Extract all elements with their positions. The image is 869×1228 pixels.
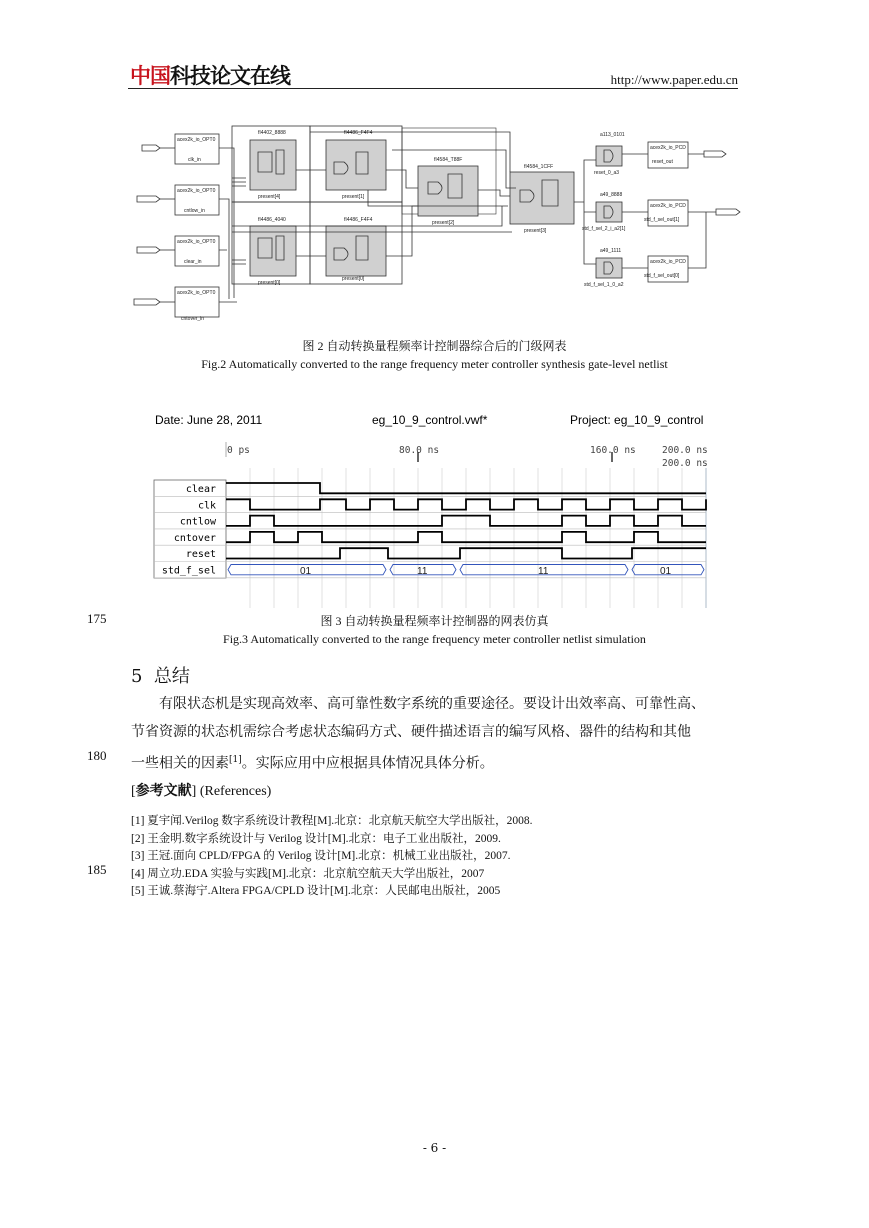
time-tick: 80.0 ns bbox=[399, 445, 440, 456]
conclusion-paragraph bbox=[131, 690, 741, 778]
time-tick: 0 ps bbox=[227, 445, 250, 456]
reference-list bbox=[131, 813, 533, 901]
bracket: [ bbox=[131, 784, 136, 799]
out-block-title: acex2k_io_PCD bbox=[650, 145, 686, 151]
input-label: clear_in bbox=[184, 259, 202, 265]
signal-name: reset bbox=[185, 549, 216, 561]
logo-red-text: 中国 bbox=[130, 64, 170, 88]
input-label: cntover_in bbox=[181, 316, 205, 322]
time-end: 200.0 ns bbox=[662, 458, 708, 469]
header-rule bbox=[128, 88, 738, 89]
section-title: 总结 bbox=[153, 666, 190, 687]
page-number: - 6 - bbox=[422, 1141, 447, 1155]
gate-label: a113_0101 bbox=[600, 132, 625, 138]
gate-label: a49_8888 bbox=[600, 192, 623, 198]
output-label: std_f_sel_out[0] bbox=[644, 273, 680, 279]
input-label: clk_in bbox=[188, 157, 201, 163]
signal-name: cntover bbox=[173, 532, 216, 544]
figure3-caption-cn: 图 3 自动转换量程频率计控制器的网表仿真 bbox=[320, 614, 549, 628]
ff-output-label: present[3] bbox=[524, 228, 547, 234]
references-heading bbox=[131, 780, 271, 800]
journal-logo bbox=[130, 60, 290, 90]
section-heading bbox=[131, 662, 190, 688]
time-tick: 160.0 ns bbox=[590, 445, 636, 456]
section-number: 5 bbox=[131, 666, 143, 687]
line-number: 180 bbox=[87, 748, 107, 763]
io-block-title: acex2k_io_OPT0 bbox=[177, 239, 216, 245]
bus-value: 01 bbox=[300, 566, 312, 577]
ff-label: fI4584_T88F bbox=[434, 157, 463, 163]
output-label: std_f_sel_out[1] bbox=[644, 217, 680, 223]
out-block-title: acex2k_io_PCD bbox=[650, 203, 686, 209]
wave-project: Project: eg_10_9_control bbox=[570, 413, 704, 427]
ff-label: fI4584_1CFF bbox=[524, 164, 554, 170]
ff-label: fI4486_4040 bbox=[258, 217, 286, 223]
wave-file: eg_10_9_control.vwf* bbox=[372, 413, 488, 427]
ff-label: fI4486_F4F4 bbox=[344, 130, 373, 136]
ff-output-label: present[0] bbox=[258, 280, 281, 286]
reference-item: [1] 夏宇闻.Verilog 数字系统设计教程[M].北京：北京航天航空大学出版社，2008. bbox=[131, 815, 533, 827]
line-number: 185 bbox=[87, 862, 107, 877]
logo-black-text: 科技论文在线 bbox=[170, 64, 290, 88]
reference-item: [3] 王冠.面向 CPLD/FPGA 的 Verilog 设计[M].北京：机械工业出版社，2007. bbox=[131, 850, 511, 862]
signal-name: clk bbox=[197, 500, 216, 512]
gate-label: a49_1111 bbox=[600, 248, 622, 254]
paragraph-text: 一些相关的因素 bbox=[131, 755, 229, 772]
ff-output-label: present[4] bbox=[258, 194, 281, 200]
figure2-caption-en: Fig.2 Automatically converted to the range frequency meter controller synthesis gate-level netlist bbox=[201, 357, 668, 371]
gate-sublabel: std_f_sel_2_i_a2[1] bbox=[582, 226, 626, 232]
wave-date: Date: June 28, 2011 bbox=[155, 413, 263, 427]
signal-name: clear bbox=[185, 484, 216, 495]
figure3-caption-en: Fig.3 Automatically converted to the range frequency meter controller netlist simulation bbox=[223, 632, 646, 646]
waveform-diagram bbox=[150, 408, 712, 608]
out-block-title: acex2k_io_PCD bbox=[650, 259, 686, 265]
reference-item: [2] 王金明.数字系统设计与 Verilog 设计[M].北京：电子工业出版社，2009. bbox=[131, 832, 501, 845]
references-heading-rest: ] (References) bbox=[191, 784, 272, 799]
ff-output-label: present[1] bbox=[342, 194, 365, 200]
io-block-title: acex2k_io_OPT0 bbox=[177, 137, 216, 143]
reference-item: [5] 王诚.蔡海宁.Altera FPGA/CPLD 设计[M].北京：人民邮电出版社，2005 bbox=[131, 885, 501, 897]
ff-output-label: present[0] bbox=[342, 276, 365, 282]
netlist-diagram bbox=[128, 122, 748, 327]
citation[interactable]: [1] bbox=[229, 755, 242, 765]
gate-sublabel: std_f_sel_1_0_a2 bbox=[584, 282, 624, 288]
reference-item: [4] 周立功.EDA 实验与实践[M].北京：北京航空航天大学出版社，2007 bbox=[131, 867, 485, 880]
bus-value: 01 bbox=[660, 566, 672, 577]
ff-output-label: present[2] bbox=[432, 220, 455, 226]
references-heading-bold: 参考文献 bbox=[135, 783, 192, 799]
gate-sublabel: reset_0_a3 bbox=[594, 170, 620, 176]
ff-label: fI4402_8888 bbox=[258, 130, 286, 136]
signal-name: std_f_sel bbox=[161, 565, 216, 577]
output-label: reset_out bbox=[652, 159, 673, 165]
header-url: http://www.paper.edu.cn bbox=[610, 72, 738, 87]
ff-label: fI4486_F4F4 bbox=[344, 217, 373, 223]
line-number: 175 bbox=[87, 611, 107, 626]
bus-value: 11 bbox=[538, 566, 549, 577]
paragraph-line: 有限状态机是实现高效率、高可靠性数字系统的重要途径。要设计出效率高、可靠性高、 bbox=[159, 696, 705, 712]
bus-value: 11 bbox=[417, 566, 428, 577]
io-block-title: acex2k_io_OPT0 bbox=[177, 290, 216, 296]
paragraph-line: 节省资源的状态机需综合考虑状态编码方式、硬件描述语言的编写风格、器件的结构和其他 bbox=[131, 724, 691, 740]
input-label: cntlow_in bbox=[184, 208, 205, 214]
io-block-title: acex2k_io_OPT0 bbox=[177, 188, 216, 194]
paragraph-line bbox=[131, 746, 741, 778]
figure2-caption-cn: 图 2 自动转换量程频率计控制器综合后的门级网表 bbox=[302, 339, 567, 353]
time-tick: 200.0 ns bbox=[662, 445, 708, 456]
signal-name: cntlow bbox=[179, 516, 216, 528]
paragraph-text: 。实际应用中应根据具体情况具体分析。 bbox=[241, 755, 494, 772]
